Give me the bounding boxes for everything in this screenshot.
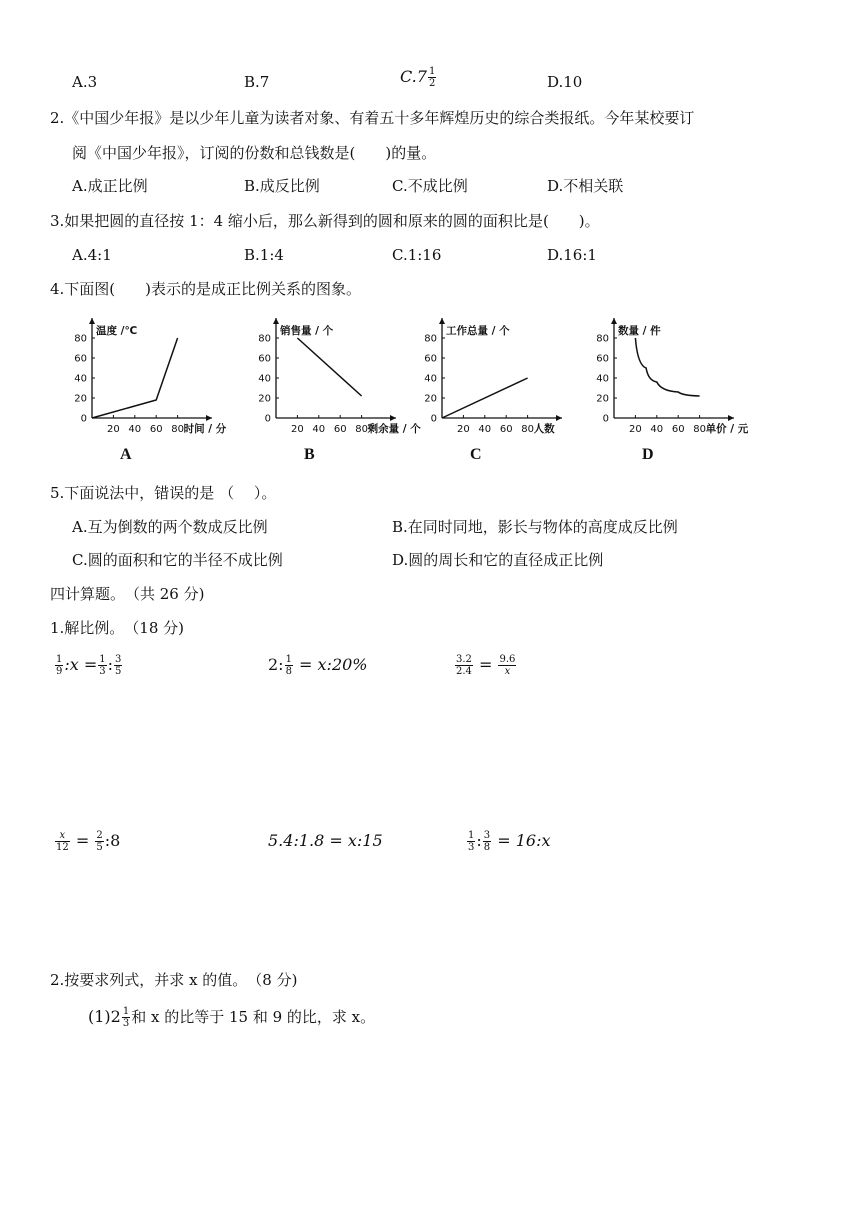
q1-option-a: A.3 [72,73,98,91]
equation-5 [268,828,383,854]
q2-stem-line2: 阅《中国少年报》，订阅的份数和总钱数是( )的量。 [72,144,437,162]
y-axis-arrow [611,318,617,324]
q2-option-d: D.不相关联 [547,177,624,195]
y-tick-label: 0 [80,413,87,425]
x-axis-arrow [206,415,212,421]
sub2-question-1 [88,1004,375,1030]
q3-option-a: A.4:1 [72,246,112,264]
y-tick-label: 40 [596,373,609,385]
eq4-b-den: 5 [96,842,103,853]
x-tick-label: 40 [478,424,492,435]
q1-option-c-prefix: C.7 [400,67,427,86]
eq4-eq: = [70,831,95,850]
y-tick-label: 80 [424,333,437,345]
x-tick-label: 60 [671,424,685,435]
eq6-b-num: 3 [483,830,491,841]
eq1-c-num: 3 [115,654,122,665]
eq4-a-den: 12 [56,842,69,853]
chart-c [410,312,580,442]
x-axis-arrow [390,415,396,421]
eq6-tail: = 16:x [492,831,551,850]
equation-4 [54,828,120,854]
x-tick-label: 20 [457,424,470,435]
sub2-title: 2.按要求列式，并求 x 的值。 （8 分) [50,971,298,989]
q5-option-d: D.圆的周长和它的直径成正比例 [392,551,604,569]
y-tick-label: 60 [596,353,609,365]
y-axis-arrow [89,318,95,324]
x-tick-label: 60 [333,424,347,435]
y-tick-label: 60 [258,353,271,365]
equation-2 [268,652,368,678]
y-tick-label: 60 [74,353,87,365]
eq4-tail: :8 [104,831,121,850]
eq6-a-den: 3 [468,842,475,853]
x-tick-label: 80 [521,424,534,435]
sub2-q1-prefix: (1)2 [88,1007,121,1026]
q2-option-c: C.不成比例 [392,177,468,195]
q5-option-c: C.圆的面积和它的半径不成比例 [72,551,283,569]
series-line [297,338,361,396]
sub2-q1-rest: 和 x 的比等于 15 和 9 的比，求 x。 [131,1008,376,1026]
y-axis-label: 温度 /℃ [96,325,138,337]
chart-letter-b: B [304,446,315,463]
y-axis-arrow [439,318,445,324]
eq1-a-den: 9 [56,666,63,677]
y-tick-label: 80 [596,333,609,345]
x-tick-label: 40 [650,424,664,435]
y-tick-label: 0 [602,413,609,425]
eq6-a-num: 1 [468,830,475,841]
eq2-lead: 2: [268,655,284,674]
eq1-b-num: 1 [99,654,106,665]
chart-letter-d: D [642,446,654,463]
equation-1: $\frac{1}{9}$ :x = $\frac{1}{3}$ : $\frac{3}{5}$ [56,654,122,677]
x-tick-label: 40 [128,424,142,435]
eq3-eq: = [473,655,498,674]
q3-option-c: C.1:16 [392,246,442,264]
chart-b [244,312,421,442]
eq3-b-den: x [504,666,511,677]
eq6-b-den: 8 [483,842,491,853]
x-tick-label: 80 [693,424,706,435]
x-axis-label: 人数 [533,423,555,435]
eq2-tail: = x:20% [293,655,368,674]
y-tick-label: 0 [430,413,437,425]
eq5-text: 5.4:1.8 = x:15 [268,831,383,850]
eq2-a-den: 8 [285,666,292,677]
equation-6: $\frac{1}{3}$ : $\frac{3}{8}$ = 16:x [468,830,551,853]
x-axis-arrow [728,415,734,421]
eq4-a-num: x [55,830,70,842]
q2-option-b: B.成反比例 [244,177,320,195]
x-tick-label: 20 [107,424,120,435]
y-tick-label: 20 [596,393,609,405]
y-axis-label: 数量 / 件 [618,325,661,337]
q3-option-b: B.1:4 [244,246,284,264]
chart-a [60,312,230,442]
eq1-a-num: 1 [56,654,63,665]
chart-letter-c: C [470,446,482,463]
eq3-b-num: 9.6 [499,654,516,665]
sub2-q1-num: 1 [122,1006,130,1017]
sub1-title: 1.解比例。 （18 分) [50,619,185,637]
q2-option-a: A.成正比例 [72,177,148,195]
y-axis-label: 工作总量 / 个 [446,325,510,337]
y-tick-label: 20 [74,393,87,405]
chart-letter-a: A [120,446,132,463]
section-4-title: 四计算题。 （共 26 分) [50,585,205,603]
equation-3 [454,652,517,678]
x-axis-label: 剩余量 / 个 [367,423,421,435]
x-tick-label: 80 [355,424,368,435]
x-tick-label: 20 [629,424,642,435]
x-axis-arrow [556,415,562,421]
eq4-b-num: 2 [96,830,103,841]
eq2-a-num: 1 [285,654,292,665]
q1-option-d: D.10 [547,73,583,91]
eq1-b-den: 3 [99,666,106,677]
q2-stem-line1: 2.《中国少年报》是以少年儿童为读者对象、有着五十多年辉煌历史的综合类报纸。今年某校要订 [50,109,695,127]
y-tick-label: 80 [258,333,271,345]
q3-option-d: D.16:1 [547,246,597,264]
q3-stem: 3.如果把圆的直径按 1：4 缩小后，那么新得到的圆和原来的圆的面积比是( )。 [50,212,600,230]
series-line [635,338,699,396]
x-tick-label: 60 [499,424,513,435]
q1-option-c-den: 2 [428,78,436,89]
q5-option-a: A.互为倒数的两个数成反比例 [72,518,268,536]
y-tick-label: 0 [264,413,271,425]
x-axis-label: 时间 / 分 [183,423,227,435]
x-tick-label: 80 [171,424,184,435]
y-tick-label: 40 [424,373,437,385]
x-axis-label: 单价 / 元 [705,423,749,435]
y-tick-label: 20 [258,393,271,405]
y-tick-label: 80 [74,333,87,345]
series-line [92,338,178,418]
q5-option-b: B.在同时同地，影长与物体的高度成反比例 [392,518,678,536]
x-tick-label: 40 [312,424,326,435]
eq1-c-den: 5 [115,666,122,677]
x-tick-label: 20 [291,424,304,435]
q1-option-c-num: 1 [428,66,436,77]
y-tick-label: 20 [424,393,437,405]
y-tick-label: 40 [74,373,87,385]
q1-option-c [400,66,437,89]
eq3-a-num: 3.2 [456,654,472,665]
chart-d [582,312,752,442]
y-axis-label: 销售量 / 个 [280,325,334,337]
y-tick-label: 40 [258,373,271,385]
eq3-a-den: 2.4 [456,666,472,677]
q4-stem: 4.下面图( )表示的是成正比例关系的图象。 [50,280,362,298]
y-tick-label: 60 [424,353,437,365]
y-axis-arrow [273,318,279,324]
series-line [442,378,528,418]
eq1-mid: :x = [64,655,98,674]
q5-stem: 5.下面说法中，错误的是 （ ）。 [50,484,277,502]
q1-option-b: B.7 [244,73,270,91]
x-tick-label: 60 [149,424,163,435]
sub2-q1-den: 3 [122,1018,130,1029]
